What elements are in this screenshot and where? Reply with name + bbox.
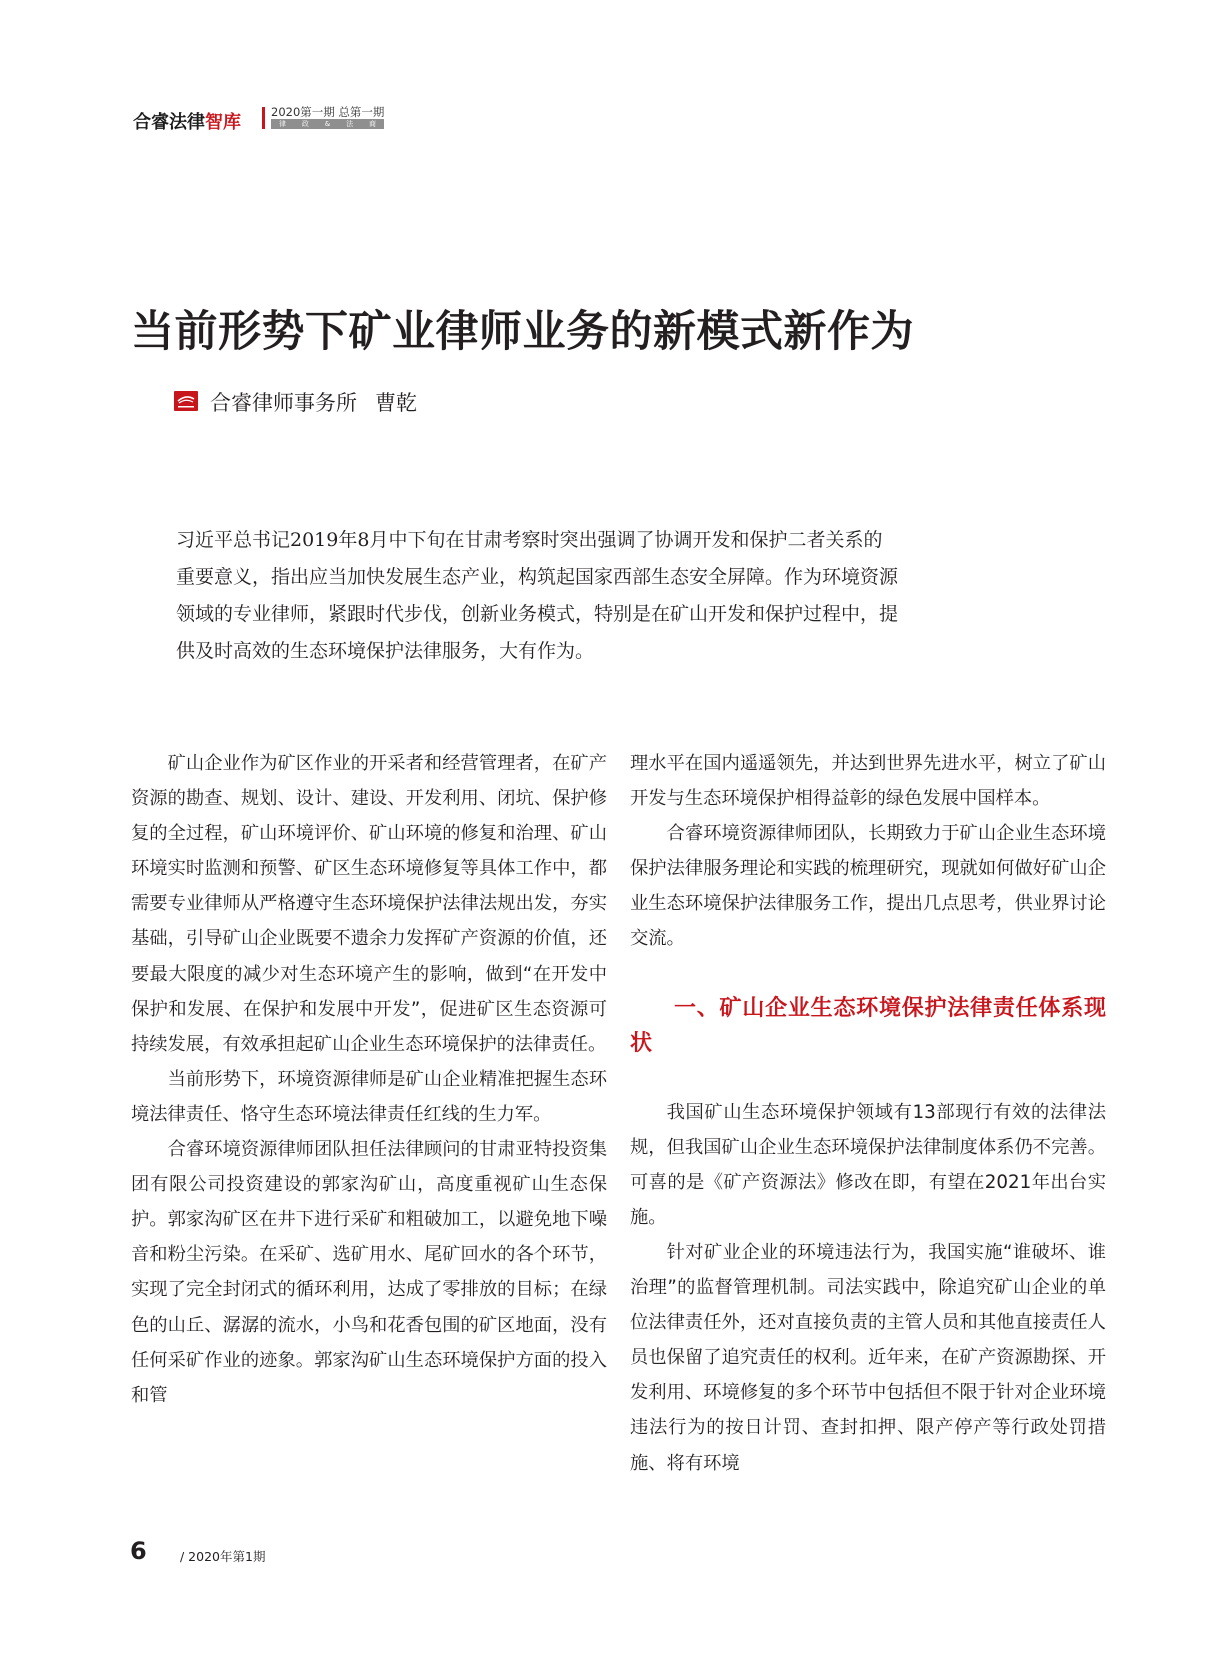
header-divider bbox=[262, 107, 265, 129]
header-tagline-strip bbox=[271, 119, 384, 129]
body-paragraph: 合睿环境资源律师团队担任法律顾问的甘肃亚特投资集团有限公司投资建设的郭家沟矿山，高度重视矿山生态保护。郭家沟矿区在井下进行采矿和粗破加工，以避免地下噪音和粉尘污染。在采矿、选矿用水、尾矿回水的各个环节，实现了完全封闭式的循环利用，达成了零排放的目标；在绿色的山丘、潺潺的流水，小鸟和花香包围的矿区地面，没有任何采矿作业的迹象。郭家沟矿山生态环境保护方面的投入和管 bbox=[131, 1139, 607, 1406]
abstract-line: 领域的专业律师，紧跟时代步伐，创新业务模式，特别是在矿山开发和保护过程中，提 bbox=[176, 603, 899, 625]
magazine-brand bbox=[133, 108, 241, 134]
abstract-line: 重要意义，指出应当加快发展生态产业，构筑起国家西部生态安全屏障。作为环境资源 bbox=[176, 566, 899, 588]
abstract-line: 供及时高效的生态环境保护法律服务，大有作为。 bbox=[176, 640, 595, 662]
body-paragraph: 我国矿山生态环境保护领域有13部现行有效的法律法规，但我国矿山企业生态环境保护法律制度体系仍不完善。可喜的是《矿产资源法》修改在即，有望在2021年出台实施。 bbox=[630, 1101, 1106, 1228]
left-column bbox=[131, 746, 607, 1413]
firm-logo-icon bbox=[174, 391, 198, 411]
article-title: 当前形势下矿业律师业务的新模式新作为 bbox=[131, 307, 914, 357]
strip-char: & bbox=[324, 120, 331, 128]
strip-char: 律 bbox=[278, 120, 286, 128]
abstract-line: 习近平总书记2019年8月中下旬在甘肃考察时突出强调了协调开发和保护二者关系的 bbox=[176, 529, 883, 551]
brand-red-text: 智库 bbox=[205, 112, 241, 133]
footer-issue: / 2020年第1期 bbox=[180, 1549, 266, 1564]
author-name: 曹乾 bbox=[375, 391, 417, 415]
body-paragraph: 矿山企业作为矿区作业的开采者和经营管理者，在矿产资源的勘查、规划、设计、建设、开发利用、闭坑、保护修复的全过程，矿山环境评价、矿山环境的修复和治理、矿山环境实时监测和预警、矿区生态环境修复等具体工作中，都需要专业律师从严格遵守生态环境保护法律法规出发，夯实基础，引导矿山企业既要不遗余力发挥矿产资源的价值，还要最大限度的减少对生态环境产生的影响，做到“在开发中保护和发展、在保护和发展中开发”，促进矿区生态资源可持续发展，有效承担起矿山企业生态环境保护的法律责任。 bbox=[131, 753, 607, 1055]
abstract bbox=[176, 522, 936, 670]
body-paragraph: 当前形势下，环境资源律师是矿山企业精准把握生态环境法律责任、恪守生态环境法律责任红线的生力军。 bbox=[131, 1068, 607, 1125]
body-paragraph: 合睿环境资源律师团队，长期致力于矿山企业生态环境保护法律服务理论和实践的梳理研究，现就如何做好矿山企业生态环境保护法律服务工作，提出几点思考，供业界讨论交流。 bbox=[630, 823, 1106, 950]
header-issue: 2020第一期 总第一期 bbox=[271, 105, 385, 119]
page-number: 6 bbox=[130, 1537, 147, 1565]
body-paragraph: 针对矿业企业的环境违法行为，我国实施“谁破坏、谁治理”的监督管理机制。司法实践中，除追究矿山企业的单位法律责任外，还对直接负责的主管人员和其他直接责任人员也保留了追究责任的权利。近年来，在矿产资源勘探、开发利用、环境修复的多个环节中包括但不限于针对企业环境违法行为的按日计罚、查封扣押、限产停产等行政处罚措施、将有环境 bbox=[630, 1241, 1106, 1474]
right-column bbox=[630, 746, 1106, 1481]
strip-char: 商 bbox=[369, 120, 377, 128]
strip-char: 政 bbox=[301, 120, 309, 128]
body-paragraph-continued: 理水平在国内遥遥领先，并达到世界先进水平，树立了矿山开发与生态环境保护相得益彰的绿色发展中国样本。 bbox=[630, 753, 1106, 810]
author-line bbox=[210, 387, 417, 417]
brand-black-text: 合睿法律 bbox=[133, 112, 205, 133]
author-firm: 合睿律师事务所 bbox=[210, 391, 357, 415]
strip-char: 法 bbox=[346, 120, 354, 128]
section-heading: 一、矿山企业生态环境保护法律责任体系现状 bbox=[630, 995, 1106, 1056]
